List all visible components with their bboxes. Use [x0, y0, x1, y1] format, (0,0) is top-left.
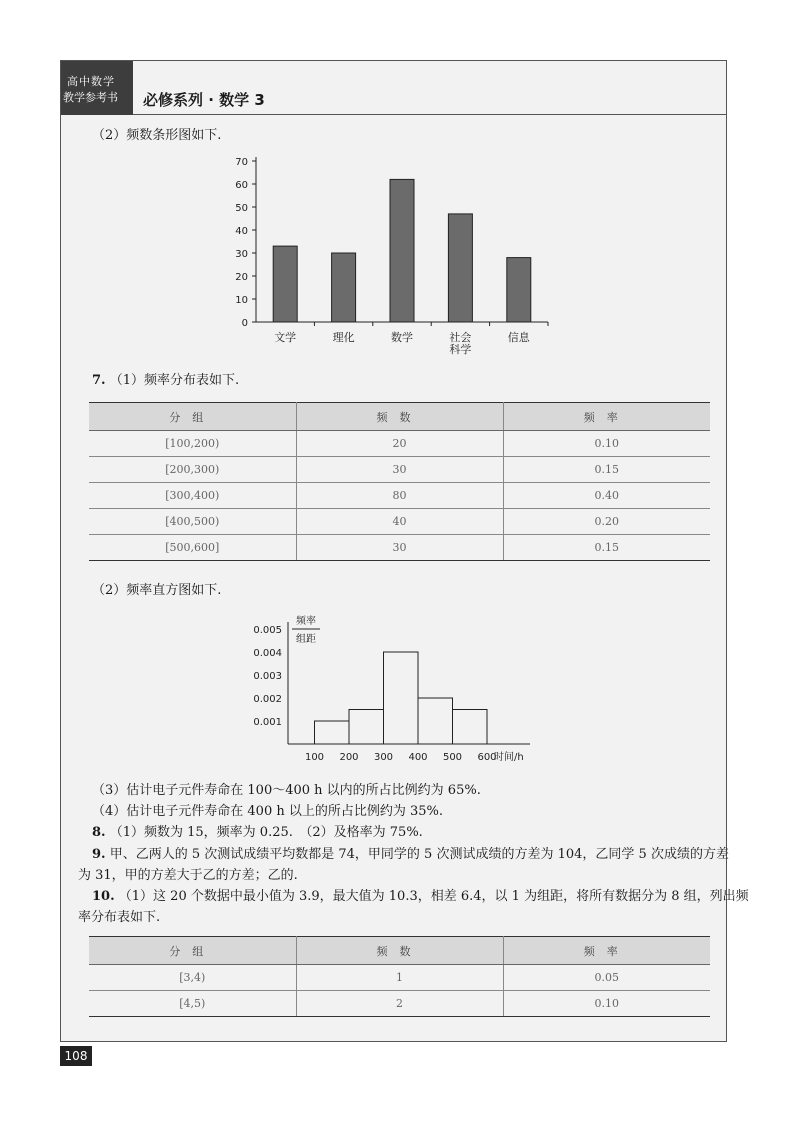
table-cell: 0.20 — [503, 509, 710, 535]
y-tick-label: 40 — [235, 226, 248, 237]
table-cell: [400,500) — [89, 509, 296, 535]
y-tick-label: 30 — [235, 249, 248, 260]
y-tick-label: 50 — [235, 203, 248, 214]
table-row — [89, 431, 710, 457]
question-9 — [92, 845, 729, 864]
question-10 — [92, 887, 749, 906]
table-header-cell: 频率 — [503, 403, 710, 431]
category-label: 信息 — [507, 331, 530, 344]
table-row — [89, 457, 710, 483]
table-cell: 0.05 — [503, 965, 710, 991]
question-9-line2: 为 31，甲的方差大于乙的方差；乙的. — [78, 868, 298, 883]
frequency-histogram — [240, 608, 540, 768]
table-header-cell: 频数 — [296, 937, 503, 965]
table-cell: 30 — [296, 535, 503, 561]
category-label: 社会 — [449, 331, 472, 344]
question-10-number: 10. — [92, 889, 115, 904]
page-number: 108 — [60, 1046, 92, 1066]
category-label: 数学 — [391, 331, 413, 344]
table-cell: [500,600] — [89, 535, 296, 561]
histogram-intro: （2）频率直方图如下. — [92, 583, 222, 598]
question-7-text: （1）频率分布表如下. — [109, 373, 240, 388]
table-row — [89, 965, 710, 991]
answer-3: （3）估计电子元件寿命在 100～400 h 以内的所占比例约为 65%. — [92, 783, 481, 798]
y-tick-label: 0.005 — [253, 625, 282, 636]
y-tick-label: 70 — [235, 157, 248, 168]
category-label: 文学 — [274, 331, 297, 344]
table-cell: 0.15 — [503, 535, 710, 561]
question-9-line1: 甲、乙两人的 5 次测试成绩平均数都是 74，甲同学的 5 次测试成绩的方差为 104，乙同学 5 次成绩的方差 — [109, 847, 729, 862]
frequency-table-2 — [89, 936, 710, 1017]
table-row — [89, 535, 710, 561]
y-tick-label: 0.004 — [253, 648, 282, 659]
series-badge — [61, 61, 133, 115]
table-header-row — [89, 937, 710, 965]
book-title: 必修系列 · 数学 3 — [143, 91, 265, 109]
bar — [507, 258, 531, 322]
table-cell: [200,300) — [89, 457, 296, 483]
table-row — [89, 509, 710, 535]
frequency-table-1 — [89, 402, 710, 561]
question-8-number: 8. — [92, 825, 106, 840]
histogram-bar — [418, 698, 453, 744]
y-axis-label-denominator: 组距 — [296, 634, 316, 645]
table-cell: 20 — [296, 431, 503, 457]
page-header — [61, 61, 726, 115]
x-tick-label: 200 — [339, 752, 359, 763]
table-cell: 80 — [296, 483, 503, 509]
table-row — [89, 991, 710, 1017]
y-tick-label: 10 — [235, 295, 248, 306]
table-cell: 0.15 — [503, 457, 710, 483]
x-tick-label: 400 — [408, 752, 428, 763]
question-8 — [92, 823, 423, 842]
x-tick-label: 100 — [304, 752, 325, 763]
table-cell: [100,200) — [89, 431, 296, 457]
bar — [390, 179, 414, 322]
y-tick-label: 0.003 — [253, 671, 282, 682]
bar — [448, 214, 472, 322]
table-cell: [4,5) — [89, 991, 296, 1017]
table-cell: 1 — [296, 965, 503, 991]
bar-chart-intro: （2）频数条形图如下. — [92, 128, 222, 143]
frequency-bar-chart — [220, 150, 560, 365]
series-line2: 教学参考书 — [63, 91, 118, 104]
y-tick-label: 0.002 — [253, 694, 282, 705]
histogram-bar — [349, 710, 384, 745]
y-tick-label: 20 — [235, 272, 248, 283]
y-tick-label: 60 — [235, 180, 248, 191]
table-cell: [300,400) — [89, 483, 296, 509]
question-9-number: 9. — [92, 847, 106, 862]
table-cell: 40 — [296, 509, 503, 535]
series-line1: 高中数学 — [67, 75, 115, 88]
question-10-line1: （1）这 20 个数据中最小值为 3.9，最大值为 10.3，相差 6.4，以 1 为组距，将所有数据分为 8 组，列出频 — [118, 889, 749, 904]
table-header-cell: 分组 — [89, 937, 296, 965]
question-10-line2: 率分布表如下. — [78, 910, 161, 925]
question-7 — [92, 371, 239, 390]
table-header-row — [89, 403, 710, 431]
y-tick-label: 0.001 — [253, 717, 282, 728]
histogram-bar — [315, 721, 350, 744]
table-cell: 0.10 — [503, 991, 710, 1017]
x-tick-label: 600 — [477, 752, 497, 763]
table-cell: 0.40 — [503, 483, 710, 509]
histogram-bar — [453, 710, 488, 745]
table-cell: 0.10 — [503, 431, 710, 457]
x-axis-label: 时间/h — [494, 752, 524, 763]
table-row — [89, 483, 710, 509]
table-header-cell: 分组 — [89, 403, 296, 431]
table-cell: [3,4) — [89, 965, 296, 991]
x-tick-label: 300 — [373, 752, 394, 763]
question-7-number: 7. — [92, 373, 106, 388]
table-header-cell: 频数 — [296, 403, 503, 431]
question-8-text: （1）频数为 15，频率为 0.25. （2）及格率为 75%. — [109, 825, 423, 840]
x-tick-label: 500 — [442, 752, 463, 763]
category-label: 理化 — [332, 331, 355, 344]
bar — [273, 246, 297, 322]
table-header-cell: 频率 — [503, 937, 710, 965]
category-label: 科学 — [449, 343, 472, 356]
y-axis-label-numerator: 频率 — [296, 616, 316, 627]
histogram-bar — [384, 652, 419, 744]
bar — [332, 253, 356, 322]
table-cell: 2 — [296, 991, 503, 1017]
answer-4: （4）估计电子元件寿命在 400 h 以上的所占比例约为 35%. — [92, 804, 444, 819]
table-cell: 30 — [296, 457, 503, 483]
y-tick-label: 0 — [241, 318, 248, 329]
